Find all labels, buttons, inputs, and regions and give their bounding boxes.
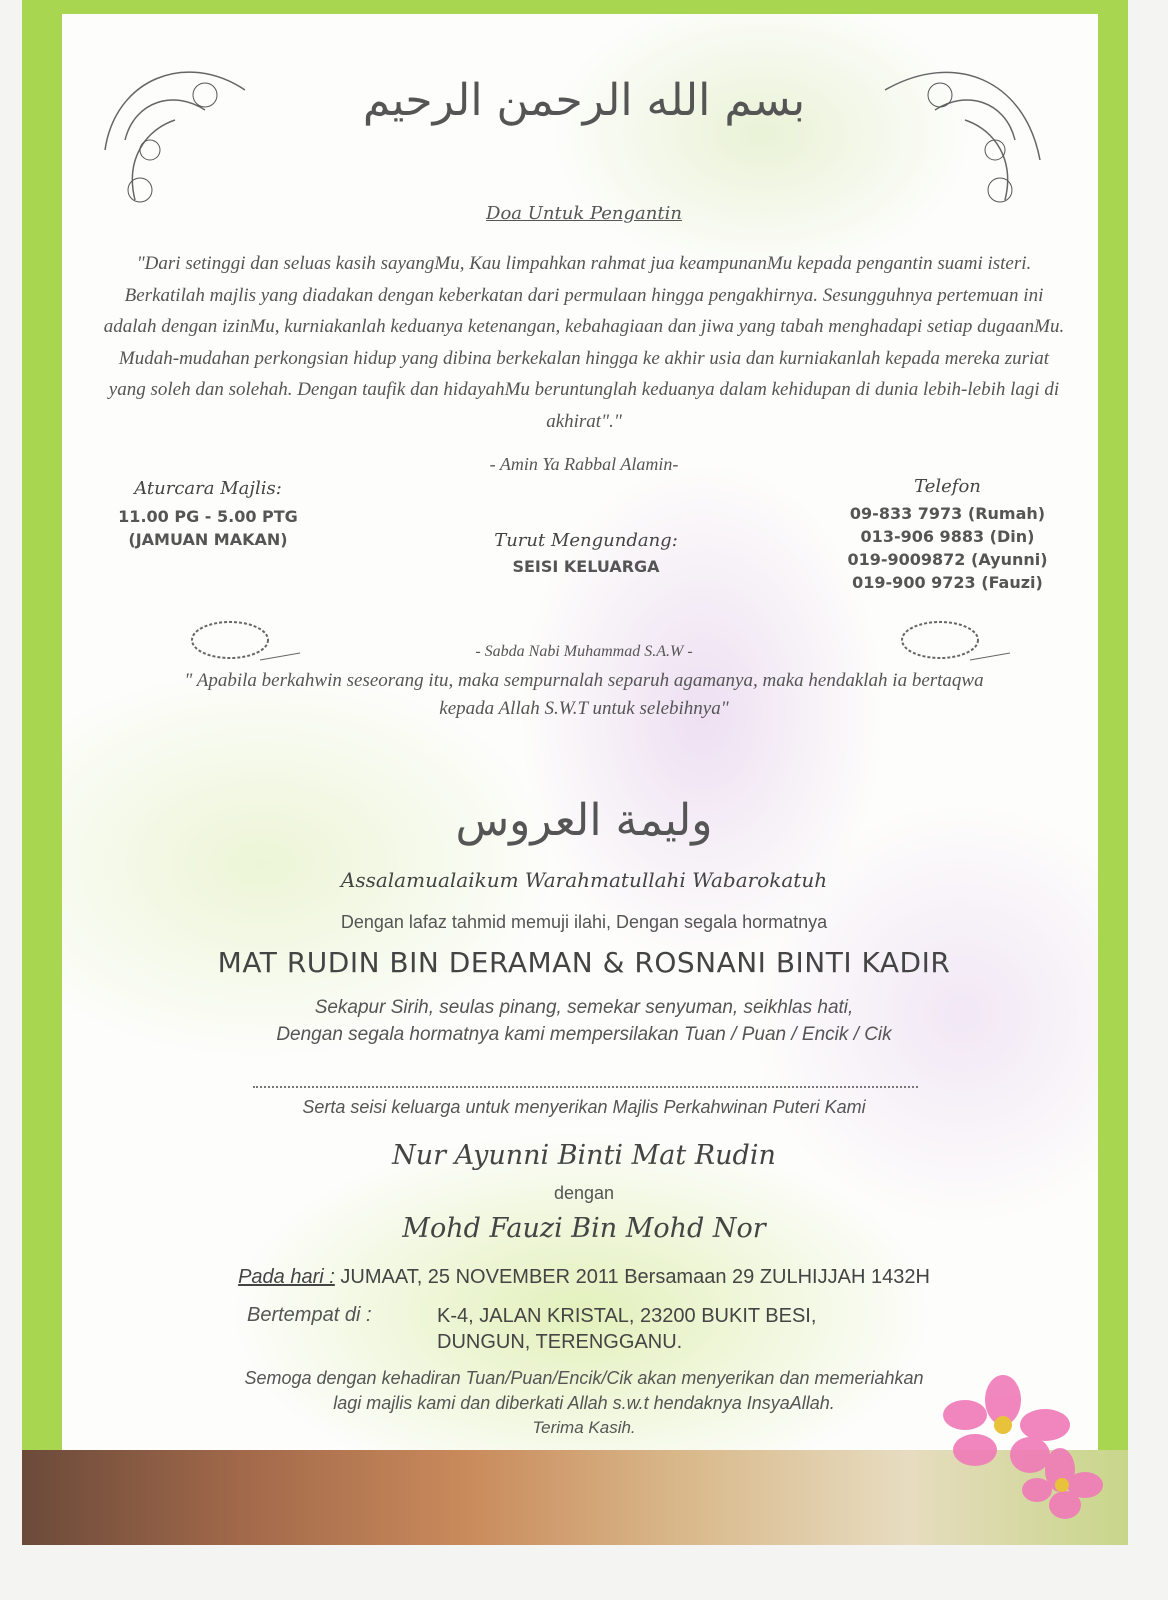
phone-number: 013-906 9883 (Din): [860, 527, 1035, 546]
date-label: Pada hari :: [238, 1266, 335, 1288]
telefon-title: Telefon: [914, 476, 981, 497]
closing-line: Terima Kasih.: [532, 1418, 636, 1437]
invite-line: Serta seisi keluarga untuk menyerikan Majlis Perkahwinan Puteri Kami: [302, 1097, 866, 1117]
parents-names: MAT RUDIN BIN DERAMAN & ROSNANI BINTI KADIR: [217, 946, 951, 979]
invite-line: Sekapur Sirih, seulas pinang, semekar senyuman, seikhlas hati,: [314, 997, 854, 1018]
doa-text: "Dari setinggi dan seluas kasih sayangMu, Kau limpahkan rahmat jua keampunanMu kepada pengantin suami isteri. Berkatilah majlis yang diadakan dengan keberkatan dari permulaan hingga pengakhirnya. Sesungguhnya pertemuan ini adalah dengan izinMu, kurniakanlah keduanya ketenangan, kebahagiaan dan jiwa yang tabah menghadapi setiap dugaanMu. Mudah-mudahan perkongsian hidup yang dibina berkekalan hingga ke akhir usia dan kurniakanlah kepada mereka zuriat yang soleh dan solehah. Dengan taufik dan hidayahMu beruntunglah keduanya dalam kehidupan di dunia lebih-lebih lagi di akhirat".": [103, 253, 1065, 432]
aturcara-event: (JAMUAN MAKAN): [128, 530, 288, 549]
invite-line: Dengan segala hormatnya kami mempersilakan Tuan / Puan / Encik / Cik: [276, 1024, 892, 1045]
date-value: JUMAAT, 25 NOVEMBER 2011 Bersamaan 29 ZULHIJJAH 1432H: [340, 1266, 930, 1288]
bismillah-calligraphy: بسم الله الرحمن الرحيم: [362, 75, 806, 126]
dengan-text: dengan: [553, 1183, 615, 1203]
groom-name: Mohd Fauzi Bin Mohd Nor: [402, 1213, 766, 1244]
venue-line: K-4, JALAN KRISTAL, 23200 BUKIT BESI,: [437, 1305, 817, 1327]
bride-name: Nur Ayunni Binti Mat Rudin: [392, 1140, 776, 1171]
venue-label: Bertempat di :: [247, 1304, 372, 1326]
pink-flower-icon: [925, 1375, 1105, 1525]
phone-number: 019-9009872 (Ayunni): [847, 550, 1048, 569]
closing-line: lagi majlis kami dan diberkati Allah s.w.t hendaknya InsyaAllah.: [333, 1393, 835, 1413]
sabda-line: " Apabila berkahwin seseorang itu, maka sempurnalah separuh agamanya, maka hendaklah ia bertaqwa: [184, 670, 984, 691]
date-row: [0, 1266, 1168, 1289]
turut-value: SEISI KELUARGA: [512, 557, 660, 576]
turut-title: Turut Mengundang:: [494, 530, 678, 551]
intro-text: Dengan lafaz tahmid memuji ilahi, Dengan segala hormatnya: [340, 912, 828, 932]
phone-number: 09-833 7973 (Rumah): [849, 504, 1046, 523]
venue-line: DUNGUN, TERENGGANU.: [437, 1331, 683, 1353]
sabda-title: - Sabda Nabi Muhammad S.A.W -: [475, 643, 693, 660]
salam-text: Assalamualaikum Warahmatullahi Wabarokatuh: [340, 868, 828, 892]
name-fill-line: [253, 1086, 918, 1088]
aturcara-time: 11.00 PG - 5.00 PTG: [118, 507, 298, 526]
floral-corner-ornament-left: [95, 50, 255, 210]
closing-line: Semoga dengan kehadiran Tuan/Puan/Encik/Cik akan menyerikan dan memeriahkan: [244, 1368, 924, 1388]
phone-number: 019-900 9723 (Fauzi): [852, 573, 1043, 592]
doa-title: Doa Untuk Pengantin: [486, 203, 682, 224]
floral-corner-ornament-right: [875, 50, 1050, 210]
amin-text: - Amin Ya Rabbal Alamin-: [489, 454, 679, 474]
walimah-calligraphy: وليمة العروس: [455, 795, 713, 846]
sabda-line: kepada Allah S.W.T untuk selebihnya": [439, 698, 729, 719]
aturcara-title: Aturcara Majlis:: [134, 478, 282, 499]
